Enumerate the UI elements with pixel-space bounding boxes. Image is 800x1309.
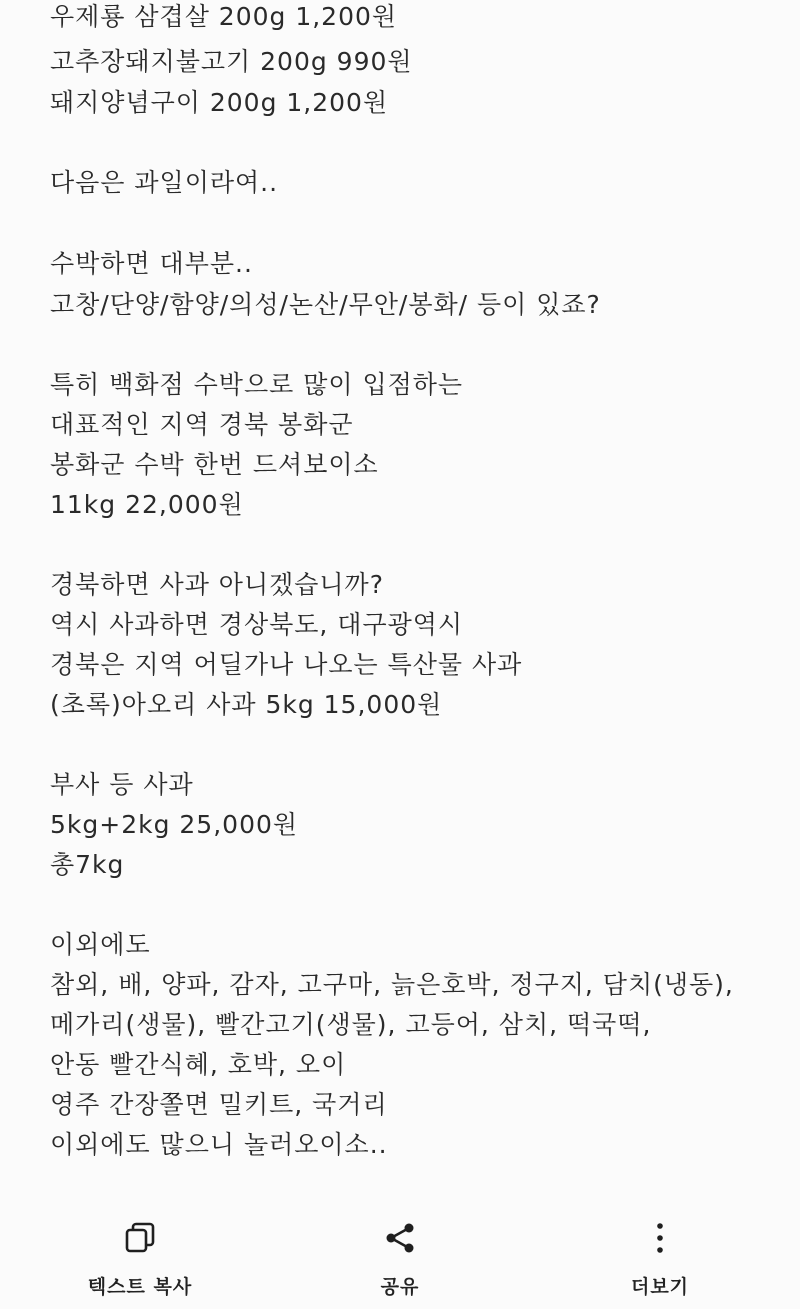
note-line: 이외에도 많으니 놀러오이소.. xyxy=(50,1130,388,1159)
note-line: 고추장돼지불고기 200g 990원 xyxy=(50,47,413,76)
note-line: 대표적인 지역 경북 봉화군 xyxy=(50,410,354,439)
note-line: 이외에도 xyxy=(50,930,151,959)
note-line: 돼지양념구이 200g 1,200원 xyxy=(50,88,389,117)
note-line: 총7kg xyxy=(50,850,125,879)
note-line: (초록)아오리 사과 5kg 15,000원 xyxy=(50,690,443,719)
note-line: 5kg+2kg 25,000원 xyxy=(50,810,299,839)
note-line: 역시 사과하면 경상북도, 대구광역시 xyxy=(50,610,464,639)
note-line: 부사 등 사과 xyxy=(50,770,194,799)
copy-text-label: 텍스트 복사 xyxy=(87,1276,193,1298)
note-line: 봉화군 수박 한번 드셔보이소 xyxy=(50,450,379,479)
note-line: 우제룡 삼겹살 200g 1,200원 xyxy=(50,2,398,31)
more-label: 더보기 xyxy=(630,1276,690,1298)
note-line: 수박하면 대부분.. xyxy=(50,249,253,278)
note-line: 경북은 지역 어딜가나 나오는 특산물 사과 xyxy=(50,650,523,679)
note-line: 다음은 과일이라여.. xyxy=(50,168,279,197)
note-line: 11kg 22,000원 xyxy=(50,490,244,519)
bottom-action-bar xyxy=(0,1200,800,1309)
more-vertical-icon xyxy=(640,1218,680,1258)
note-line: 영주 간장쫄면 밀키트, 국거리 xyxy=(50,1090,388,1119)
note-line: 경북하면 사과 아니겠습니까? xyxy=(50,570,384,599)
note-line: 참외, 배, 양파, 감자, 고구마, 늙은호박, 정구지, 담치(냉동), xyxy=(50,970,734,999)
share-label: 공유 xyxy=(380,1276,420,1298)
note-line: 메가리(생물), 빨간고기(생물), 고등어, 삼치, 떡국떡, xyxy=(50,1010,652,1039)
share-button[interactable] xyxy=(320,1218,480,1303)
note-line: 고창/단양/함양/의성/논산/무안/봉화/ 등이 있죠? xyxy=(50,290,601,319)
copy-text-button[interactable] xyxy=(60,1218,220,1303)
note-line: 안동 빨간식혜, 호박, 오이 xyxy=(50,1050,347,1079)
note-line: 특히 백화점 수박으로 많이 입점하는 xyxy=(50,370,464,399)
more-button[interactable] xyxy=(580,1218,740,1303)
share-icon xyxy=(380,1218,420,1258)
copy-icon xyxy=(120,1218,160,1258)
